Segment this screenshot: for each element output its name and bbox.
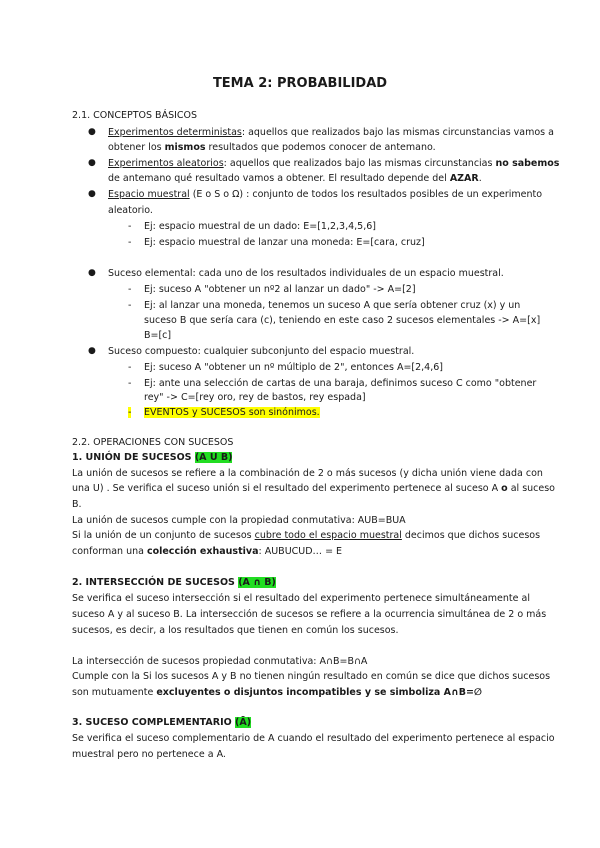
example-moneda: Ej: espacio muestral de lanzar una moneda: E=[cara, cruz] bbox=[144, 237, 425, 248]
bullet-deterministas-line2 bbox=[108, 142, 436, 154]
interseccion-p2: La intersección de sucesos propiedad conmutativa: A∩B=B∩A bbox=[72, 656, 368, 667]
union-p1-line2 bbox=[72, 483, 555, 495]
example-suceso-a: Ej: suceso A "obtener un nº2 al lanzar un dado" -> A=[2] bbox=[144, 284, 416, 295]
union-p2: La unión de sucesos cumple con la propiedad conmutativa: AUB=BUA bbox=[72, 515, 406, 526]
bullet-deterministas bbox=[108, 127, 554, 139]
example-moneda-sucesos: Ej: al lanzar una moneda, tenemos un suceso A que sería obtener cruz (x) y un bbox=[144, 300, 521, 311]
dash-icon: - bbox=[128, 300, 132, 311]
union-p1: La unión de sucesos se refiere a la combinación de 2 o más sucesos (y dicha unión viene dada con bbox=[72, 468, 543, 479]
dash-icon: - bbox=[128, 378, 132, 389]
example-baraja-line2: rey" -> C=[rey oro, rey de bastos, rey espada] bbox=[144, 392, 366, 403]
heading-text: 2. INTERSECCIÓN DE SUCESOS bbox=[72, 577, 239, 588]
example-moneda-sucesos-line3: B=[c] bbox=[144, 330, 172, 341]
dash-icon: - bbox=[128, 237, 132, 248]
text: obtener los bbox=[108, 142, 165, 153]
example-multiplo: Ej: suceso A "obtener un nº múltiplo de 2", entonces A=[2,4,6] bbox=[144, 362, 443, 373]
interseccion-p1-line2: suceso A y al suceso B. La intersección de sucesos se refiere a la ocurrencia simultánea de 2 o más bbox=[72, 609, 547, 620]
union-p3 bbox=[72, 530, 540, 542]
bullet-icon: ● bbox=[88, 268, 96, 278]
bullet-espacio-muestral bbox=[108, 189, 542, 201]
interseccion-p3-line2 bbox=[72, 687, 482, 699]
complement-symbol: (Ā) bbox=[235, 717, 252, 728]
bold-text: A∩B=∅ bbox=[440, 687, 483, 698]
text: de antemano qué resultado vamos a obtener. El resultado depende del bbox=[108, 173, 450, 184]
bullet-aleatorios bbox=[108, 158, 559, 170]
interseccion-p1-line3: sucesos, es decir, a los resultados que tienen en común los sucesos. bbox=[72, 625, 399, 636]
example-baraja: Ej: ante una selección de cartas de una baraja, definimos suceso C como "obtener bbox=[144, 378, 537, 389]
text: al suceso bbox=[507, 483, 555, 494]
bold-text: excluyentes o disjuntos incompatibles y se simboliza bbox=[156, 687, 441, 698]
heading-complementario bbox=[72, 717, 251, 729]
highlighted-text: EVENTOS y SUCESOS son sinónimos. bbox=[144, 407, 320, 418]
document-title: TEMA 2: PROBABILIDAD bbox=[212, 76, 388, 91]
bullet-aleatorios-line2 bbox=[108, 173, 482, 185]
bold-text: mismos bbox=[164, 142, 206, 153]
dash-icon: - bbox=[128, 407, 132, 418]
bullet-icon: ● bbox=[88, 127, 96, 137]
text: resultados que podemos conocer de antemano. bbox=[205, 142, 436, 153]
interseccion-p3: Cumple con la Si los sucesos A y B no tienen ningún resultado en común se dice que dichos sucesos bbox=[72, 671, 551, 682]
text: : AUBUCUD… = E bbox=[258, 546, 343, 557]
bullet-espacio-muestral-line2: aleatorio. bbox=[108, 205, 153, 216]
bold-text: o bbox=[501, 483, 508, 494]
intersection-symbol: (A ∩ B) bbox=[238, 577, 276, 588]
text: : aquellos que realizados bajo las mismas circunstancias bbox=[223, 158, 496, 169]
dash-icon: - bbox=[128, 284, 132, 295]
section-heading-2-1: 2.1. CONCEPTOS BÁSICOS bbox=[72, 110, 198, 121]
text: (E o S o Ω) : conjunto de todos los resultados posibles de un experimento bbox=[189, 189, 543, 200]
complementario-p1-line2: muestral pero no pertenece a A. bbox=[72, 749, 226, 760]
example-moneda-sucesos-line2: suceso B que sería cara (c), teniendo en este caso 2 sucesos elementales -> A=[x] bbox=[144, 315, 541, 326]
union-p1-line3: B. bbox=[72, 499, 82, 510]
bullet-suceso-compuesto: Suceso compuesto: cualquier subconjunto del espacio muestral. bbox=[108, 346, 415, 357]
heading-union bbox=[72, 452, 232, 464]
bullet-icon: ● bbox=[88, 189, 96, 199]
text: Si la unión de un conjunto de sucesos bbox=[72, 530, 255, 541]
union-symbol: (A U B) bbox=[194, 452, 233, 463]
section-heading-2-2: 2.2. OPERACIONES CON SUCESOS bbox=[72, 437, 234, 448]
term: Experimentos aleatorios bbox=[108, 158, 224, 169]
note-sinonimos bbox=[144, 407, 320, 419]
interseccion-p1: Se verifica el suceso intersección si el resultado del experimento pertenece simultáneamente al bbox=[72, 593, 530, 604]
term: Experimentos deterministas bbox=[108, 127, 242, 138]
underlined-text: cubre todo el espacio muestral bbox=[254, 530, 402, 541]
heading-interseccion bbox=[72, 577, 276, 589]
text: conforman una bbox=[72, 546, 147, 557]
text: una U) . Se verifica el suceso unión si el resultado del experimento pertenece al suceso A bbox=[72, 483, 502, 494]
example-dado: Ej: espacio muestral de un dado: E=[1,2,3,4,5,6] bbox=[144, 221, 376, 232]
text: son mutuamente bbox=[72, 687, 157, 698]
bullet-suceso-elemental: Suceso elemental: cada uno de los resultados individuales de un espacio muestral. bbox=[108, 268, 504, 279]
text: : aquellos que realizados bajo las mismas circunstancias vamos a bbox=[241, 127, 554, 138]
text: . bbox=[478, 173, 482, 184]
bullet-icon: ● bbox=[88, 158, 96, 168]
bold-text: no sabemos bbox=[495, 158, 560, 169]
heading-text: 3. SUCESO COMPLEMENTARIO bbox=[72, 717, 235, 728]
text: decimos que dichos sucesos bbox=[401, 530, 541, 541]
bold-text: AZAR bbox=[449, 173, 479, 184]
complementario-p1: Se verifica el suceso complementario de A cuando el resultado del experimento pertenece al espacio bbox=[72, 733, 555, 744]
dash-icon: - bbox=[128, 221, 132, 232]
bullet-icon: ● bbox=[88, 346, 96, 356]
heading-text: 1. UNIÓN DE SUCESOS bbox=[72, 452, 195, 463]
term: Espacio muestral bbox=[108, 189, 190, 200]
union-p3-line2 bbox=[72, 546, 342, 558]
dash-icon: - bbox=[128, 362, 132, 373]
bold-text: colección exhaustiva bbox=[146, 546, 259, 557]
